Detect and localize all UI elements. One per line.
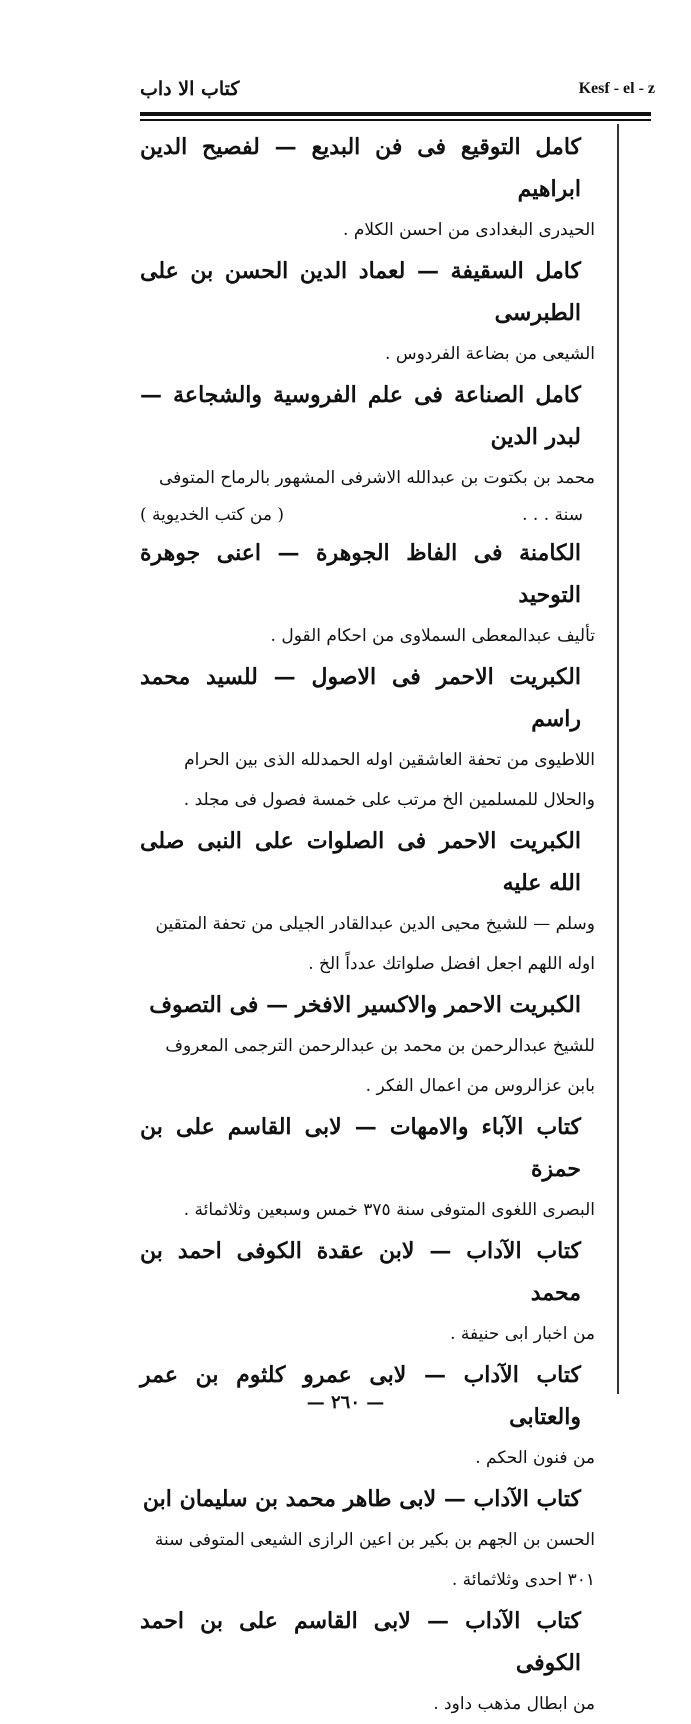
entry-heading: كامل التوقيع فى فن البديع — لفصيح الدين ابراهيم	[140, 134, 581, 202]
entry-split-line	[140, 498, 595, 532]
entry-line: اللاطيوى من تحفة العاشقين اوله الحمدلله الذى بين الحرام	[184, 750, 595, 770]
page-number: — ٢٦٠ —	[306, 1392, 385, 1413]
entry-heading: كامل السقيفة — لعماد الدين الحسن بن على الطبرسى	[140, 258, 581, 326]
entry-line: الشيعى من بضاعة الفردوس .	[385, 344, 595, 364]
running-header	[140, 72, 655, 112]
bibliography-entry	[140, 126, 595, 250]
bibliography-entry	[140, 532, 595, 656]
bibliography-entry	[140, 1106, 595, 1230]
entry-heading: الكامنة فى الفاظ الجوهرة — اعنى جوهرة التوحيد	[140, 540, 581, 608]
entry-line: للشيخ عبدالرحمن بن محمد بن عبدالرحمن الترجمى المعروف	[165, 1036, 595, 1056]
entry-heading: كتاب الآداب — لابى القاسم على بن احمد الكوفى	[140, 1608, 581, 1676]
entries-list	[140, 126, 595, 1724]
bibliography-entry	[140, 374, 595, 532]
entry-heading: الكبريت الاحمر فى الصلوات على النبى صلى الله عليه	[140, 828, 581, 896]
header-rule-thin	[140, 119, 651, 121]
bibliography-entry	[140, 1354, 595, 1478]
entry-heading: كتاب الآداب — لابى عمرو كلثوم بن عمر والعتابى	[140, 1362, 581, 1430]
bibliography-entry	[140, 656, 595, 820]
entry-line: الحسن بن الجهم بن بكير بن اعين الرازى الشيعى المتوفى سنة	[154, 1530, 595, 1550]
entry-heading: الكبريت الاحمر والاكسير الافخر — فى التصوف	[149, 992, 581, 1018]
entry-line: من اخبار ابى حنيفة .	[450, 1324, 595, 1344]
entry-line: وسلم — للشيخ محيى الدين عبدالقادر الجيلى من تحفة المتقين	[155, 914, 595, 934]
entry-line: والحلال للمسلمين الخ مرتب على خمسة فصول فى مجلد .	[183, 790, 595, 810]
entry-line: بابن عزالروس من اعمال الفكر .	[365, 1076, 595, 1096]
bibliography-entry	[140, 1478, 595, 1600]
entry-heading: كتاب الآباء والامهات — لابى القاسم على بن حمزة	[140, 1114, 581, 1182]
entry-heading: كتاب الآداب — لابن عقدة الكوفى احمد بن محمد	[140, 1238, 581, 1306]
margin-rule	[617, 124, 619, 1394]
entry-year-placeholder: سنة . . .	[522, 505, 583, 525]
entry-line: تأليف عبدالمعطى السملاوى من احكام القول .	[270, 626, 595, 646]
bibliography-entry	[140, 984, 595, 1106]
entry-source-note: ( من كتب الخديوية )	[140, 505, 285, 525]
entry-line: من فنون الحكم .	[475, 1448, 595, 1468]
entry-heading: كامل الصناعة فى علم الفروسية والشجاعة — لبدر الدين	[140, 382, 581, 450]
header-rule-thick	[140, 112, 651, 116]
entry-line: البصرى اللغوى المتوفى سنة ٣٧٥ خمس وسبعين وثلاثمائة .	[183, 1200, 595, 1220]
entry-line: الحيدرى البغدادى من احسن الكلام .	[343, 220, 595, 240]
entry-heading: كتاب الآداب — لابى طاهر محمد بن سليمان ابن	[142, 1486, 581, 1512]
entry-heading: الكبريت الاحمر فى الاصول — للسيد محمد راسم	[140, 664, 581, 732]
bibliography-entry	[140, 250, 595, 374]
entry-line: محمد بن بكتوت بن عبدالله الاشرفى المشهور بالرماح المتوفى	[158, 468, 595, 488]
bibliography-entry	[140, 1600, 595, 1724]
entry-line: من ابطال مذهب داود .	[433, 1694, 595, 1714]
bibliography-entry	[140, 1230, 595, 1354]
entry-line: اوله اللهم اجعل افضل صلواتك عدداً الخ .	[308, 954, 595, 974]
entry-line: ٣٠١ احدى وثلاثمائة .	[451, 1570, 595, 1590]
running-title-arabic: كتاب الا داب	[140, 78, 240, 100]
running-title-latin: Kesf - el - z	[578, 80, 655, 97]
bibliography-entry	[140, 820, 595, 984]
